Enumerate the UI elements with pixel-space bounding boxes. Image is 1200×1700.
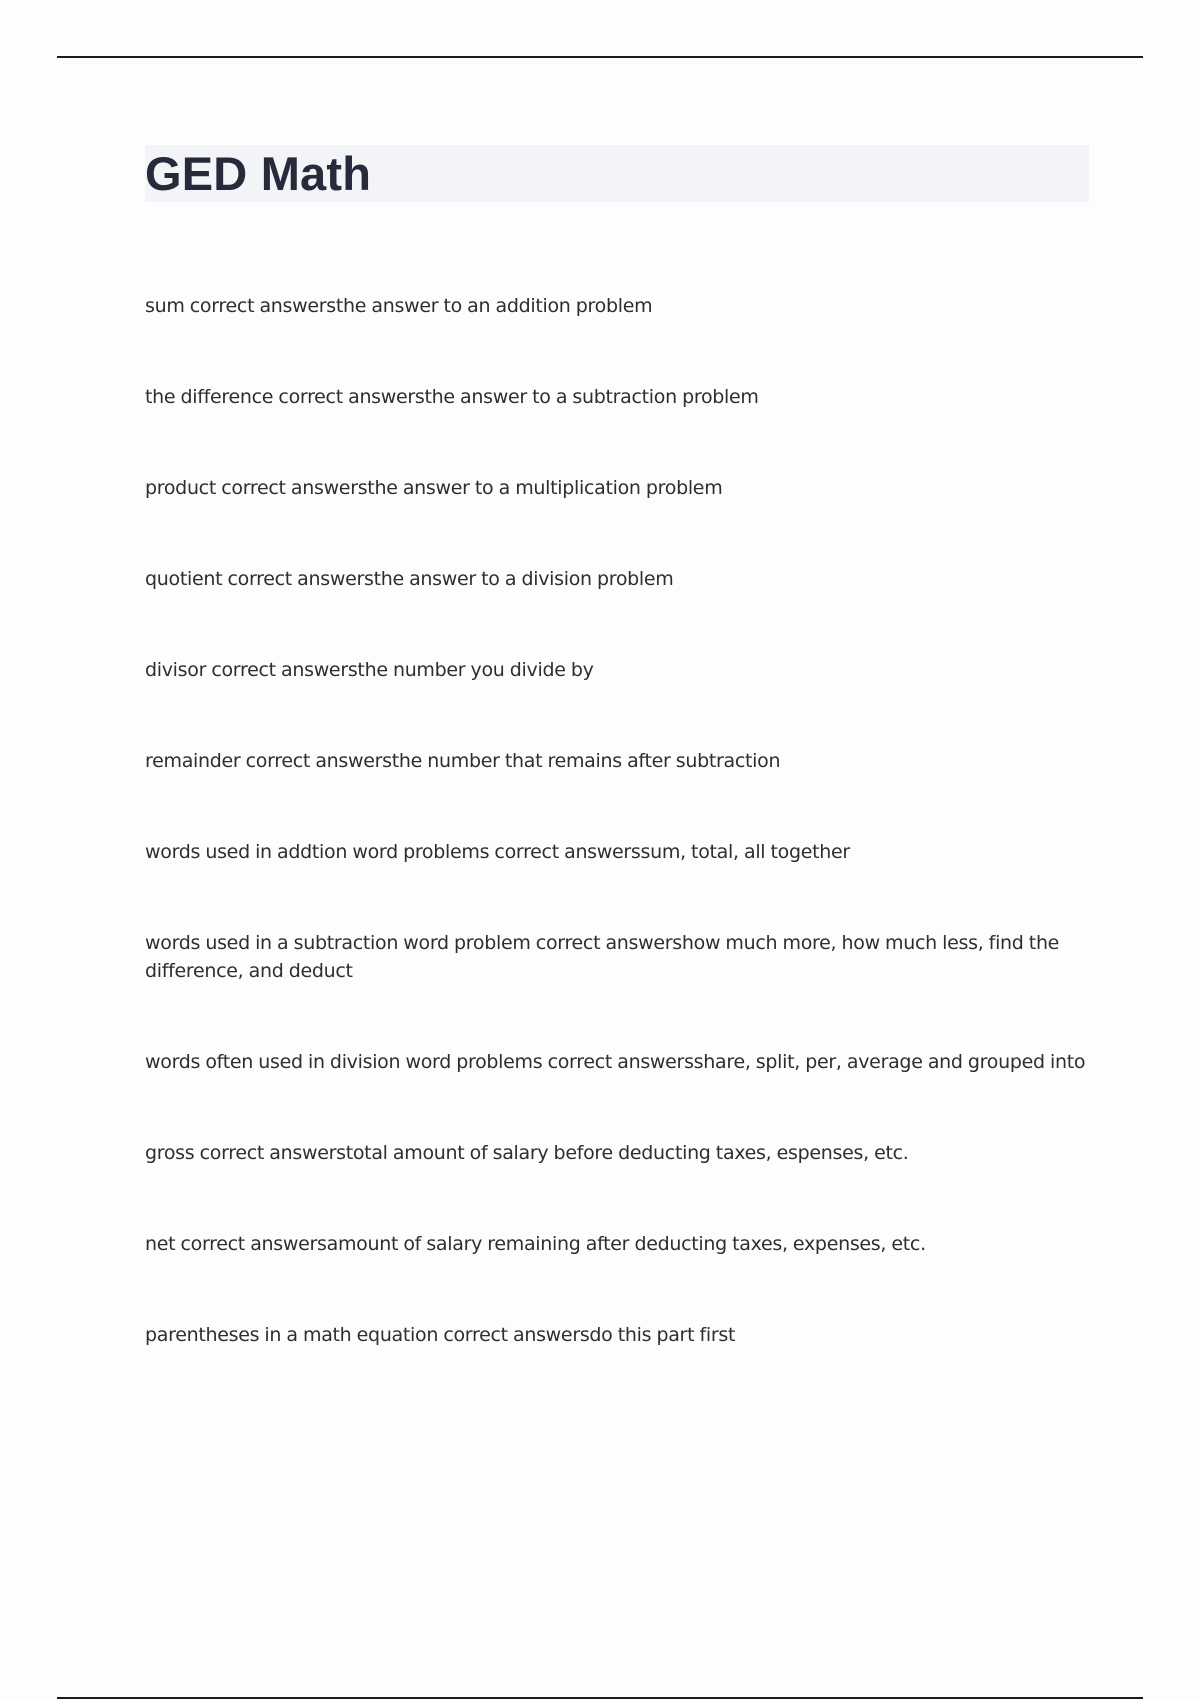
page-title: GED Math bbox=[145, 147, 372, 200]
top-rule bbox=[57, 56, 1143, 58]
entry-divisor: divisor correct answersthe number you divide by bbox=[145, 659, 594, 681]
entry-quotient: quotient correct answersthe answer to a division problem bbox=[145, 568, 674, 590]
entry-product: product correct answersthe answer to a multiplication problem bbox=[145, 477, 723, 499]
entry-gross: gross correct answerstotal amount of salary before deducting taxes, espenses, etc. bbox=[145, 1142, 909, 1164]
entry-remainder: remainder correct answersthe number that remains after subtraction bbox=[145, 750, 781, 772]
bottom-rule bbox=[57, 1697, 1143, 1699]
entry-sum: sum correct answersthe answer to an addition problem bbox=[145, 295, 653, 317]
entry-subtraction-words: words used in a subtraction word problem correct answershow much more, how much less, find the difference, and deduct bbox=[145, 932, 1060, 982]
entry-division-words: words often used in division word problems correct answersshare, split, per, average and grouped into bbox=[145, 1051, 1086, 1073]
entry-parentheses: parentheses in a math equation correct answersdo this part first bbox=[145, 1324, 736, 1346]
entry-addition-words: words used in addtion word problems correct answerssum, total, all together bbox=[145, 841, 850, 863]
entry-net: net correct answersamount of salary remaining after deducting taxes, expenses, etc. bbox=[145, 1233, 926, 1255]
entry-difference: the difference correct answersthe answer to a subtraction problem bbox=[145, 386, 759, 408]
